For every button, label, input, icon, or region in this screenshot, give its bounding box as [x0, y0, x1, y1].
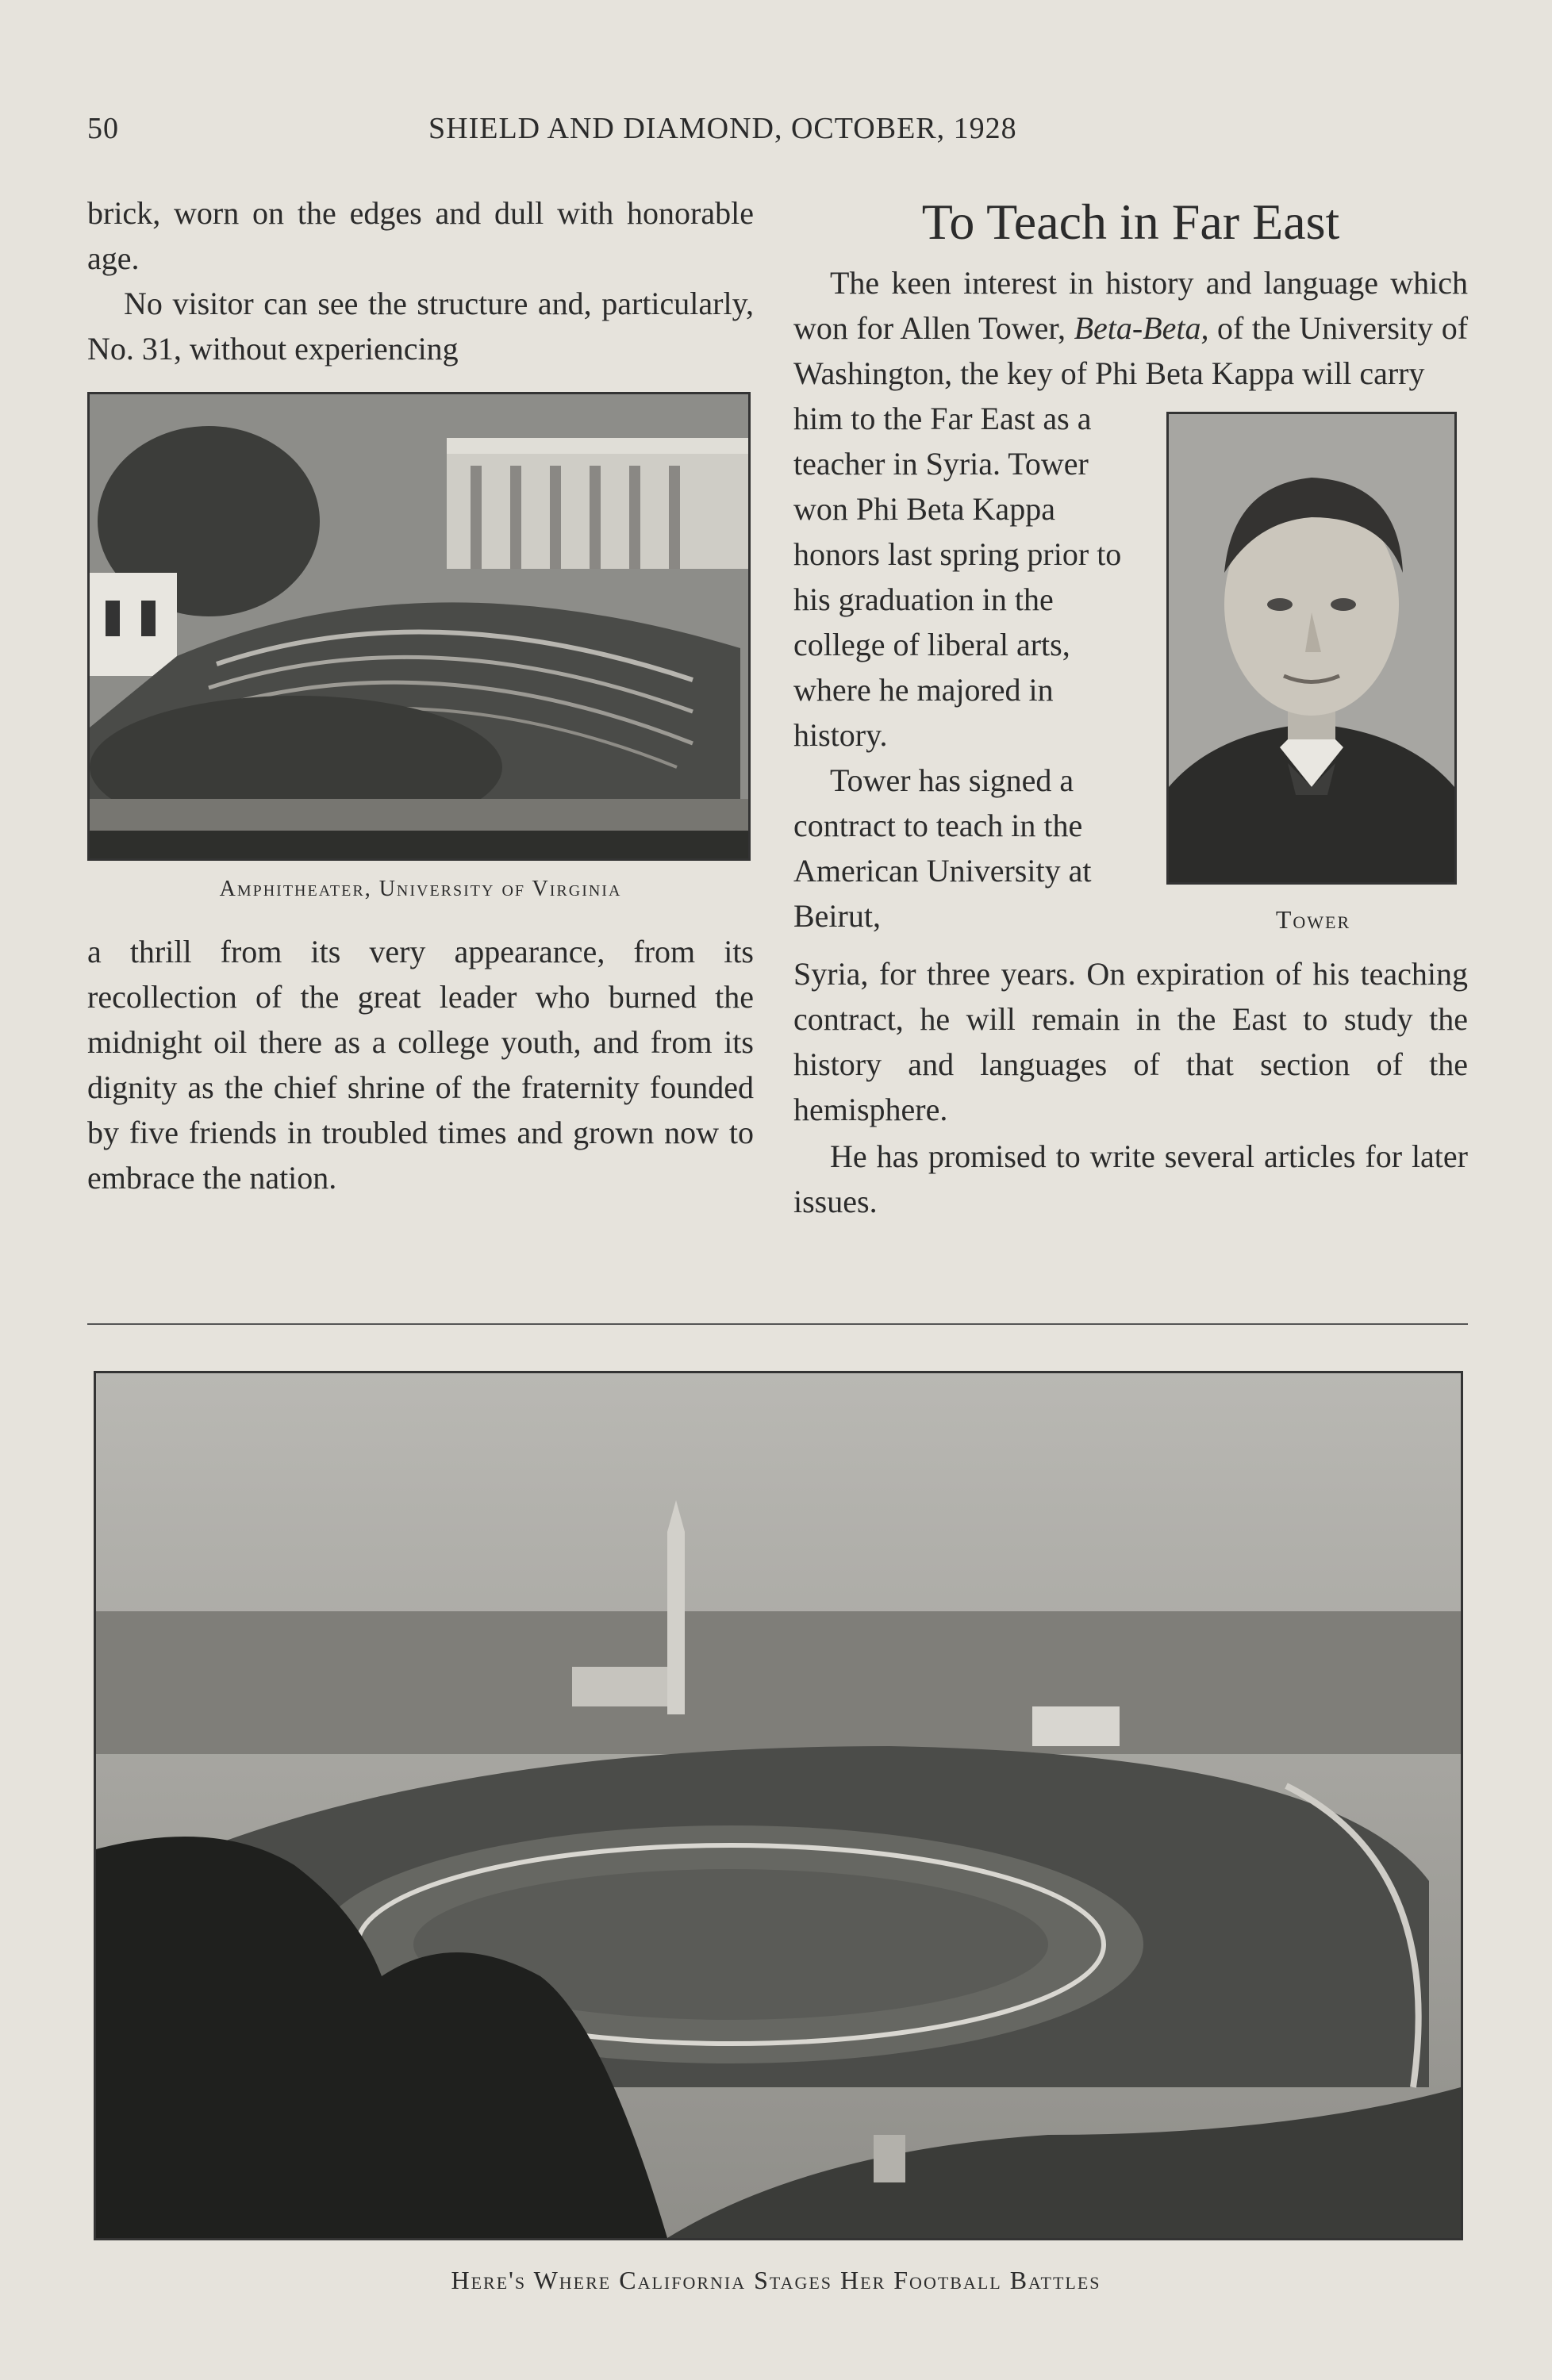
amphitheater-illustration: [90, 394, 748, 858]
portrait-wrap: [793, 396, 1468, 951]
article-paragraph-1: [793, 260, 1468, 396]
left-paragraph-2: No visitor can see the structure and, particularly, No. 31, without experiencing: [87, 286, 754, 367]
left-paragraph-1: brick, worn on the edges and dull with honorable age.: [87, 195, 754, 276]
left-paragraph-3: a thrill from its very appearance, from its recollection of the great leader who burned the midnight oil there as a college youth, and from its dignity as the chief shrine of the fraternity founded by five friends in troubled times and grown now to embrace the nation.: [87, 934, 754, 1196]
page-header: [87, 111, 1468, 159]
article-paragraph-2-cont: Syria, for three years. On expiration of his teaching contract, he will remain in the East to study the history and languages of that section of the hemisphere.: [793, 956, 1468, 1127]
right-column: [793, 190, 1468, 1224]
article-paragraph-2: Tower has signed a contract to teach in the American University at Beirut,: [793, 762, 1092, 934]
portrait-illustration: [1169, 414, 1454, 882]
section-divider: [87, 1323, 1468, 1325]
tower-portrait-photo: [1166, 412, 1457, 885]
stadium-caption: Here's Where California Stages Her Football Battles: [451, 2266, 1101, 2294]
amphitheater-caption: Amphitheater, University of Virginia: [219, 877, 622, 901]
narrow-column: [793, 396, 1147, 939]
portrait-caption: Tower: [1275, 905, 1351, 934]
article-paragraph-3: He has promised to write several articles for later issues.: [793, 1138, 1468, 1219]
page-number: 50: [87, 112, 119, 145]
stadium-illustration: [96, 1373, 1461, 2238]
portrait-block: [1166, 412, 1460, 935]
article-text: of the University of Washington, the key of Phi Beta Kappa will carry: [793, 310, 1469, 391]
running-title: SHIELD AND DIAMOND, OCTOBER, 1928: [428, 112, 1017, 145]
amphitheater-photo: [87, 392, 751, 861]
article-text: The keen interest in history and language which won for Allen Tower,: [793, 265, 1468, 346]
left-column: [87, 190, 754, 1200]
article-title: To Teach in Far East: [921, 194, 1340, 250]
chapter-name: Beta-Beta,: [1074, 310, 1209, 346]
article-paragraph-1-cont: him to the Far East as a teacher in Syria. Tower won Phi Beta Kappa honors last spring prior to his graduation in the college of liberal arts, where he majored in history.: [793, 401, 1122, 753]
california-stadium-photo: [94, 1371, 1463, 2240]
